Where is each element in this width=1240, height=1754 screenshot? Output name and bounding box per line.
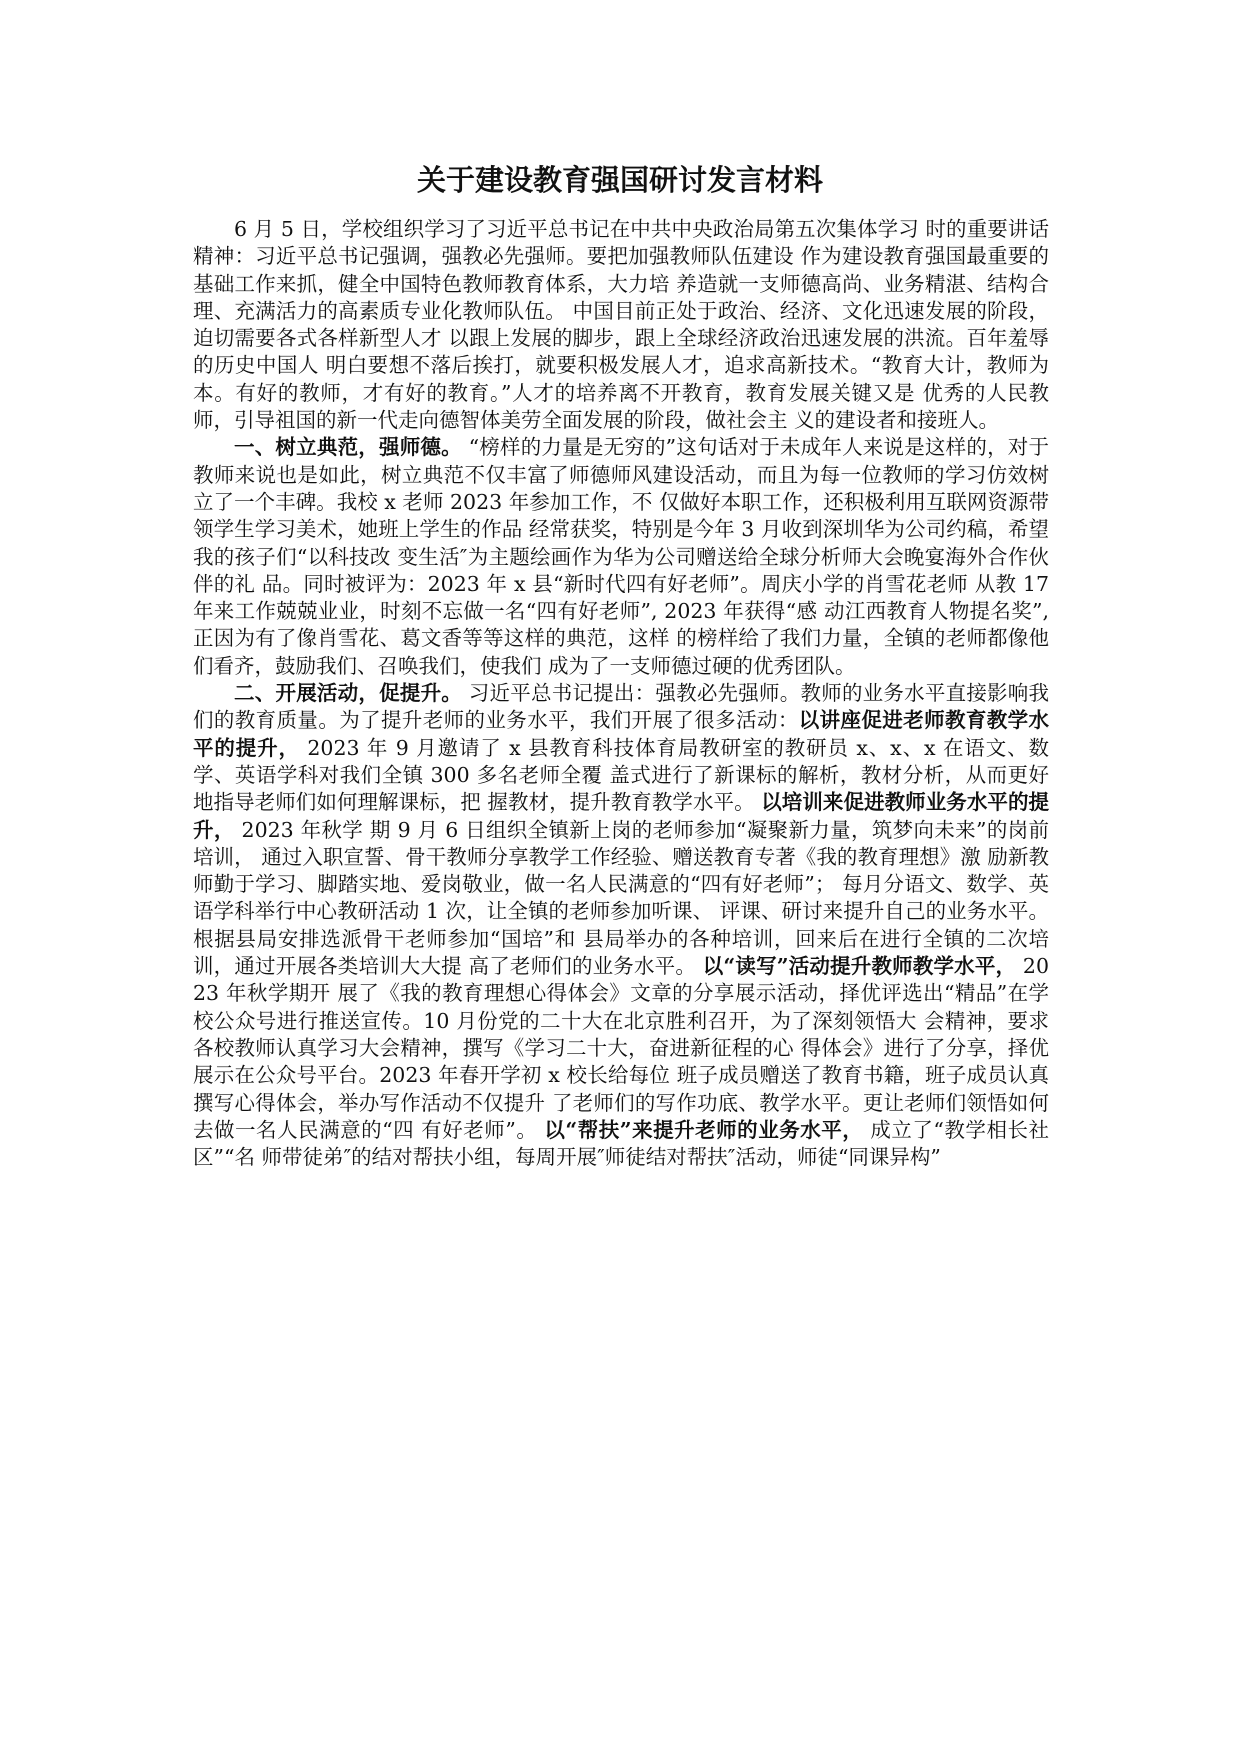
section-2-text-b: 2023 年 9 月邀请了 x 县教育科技体育局教研室的教研员 x、x、x 在语文、数学、英语学科对我们全镇 300 多名老师全覆 盖式进行了新课标的解析，教材分析，从而更好地指导老师们如何理解课标，把 握教材，提升教育教学水平。 xyxy=(193,735,1050,815)
document-body xyxy=(193,216,1049,1171)
section-2-bold-c: 以“读写”活动提升教师教学水平， xyxy=(702,954,1017,979)
intro-paragraph: 6 月 5 日，学校组织学习了习近平总书记在中共中央政治局第五次集体学习 时的重要讲话精神：习近平总书记强调，强教必先强师。要把加强教师队伍建设 作为建设教育强国最重要的基础工作来抓，健全中国特色教师教育体系，大力培 养造就一支师德高尚、业务精湛、结构合理、充满活力的高素质专业化教师队伍。 中国目前正处于政治、经济、文化迅速发展的阶段，迫切需要各式各样新型人才 以跟上发展的脚步，跟上全球经济政治迅速发展的洪流。百年羞辱的历史中国人 明白要想不落后挨打，就要积极发展人才，追求高新技术。“教育大计，教师为 本。有好的教师，才有好的教育。”人才的培养离不开教育，教育发展关键又是 优秀的人民教师，引导祖国的新一代走向德智体美劳全面发展的阶段，做社会主 义的建设者和接班人。 xyxy=(193,217,1049,433)
section-2-bold-b: 以培训来促进教师业务水平的提升， xyxy=(193,790,1050,842)
section-2-heading: 二、开展活动，促提升。 xyxy=(234,681,463,706)
section-1-heading: 一、树立典范，强师德。 xyxy=(234,435,462,460)
section-2-text-c: 2023 年秋学 期 9 月 6 日组织全镇新上岗的老师参加“凝聚新力量，筑梦向未来”的岗前培训， 通过入职宣誓、骨干教师分享教学工作经验、赠送教育专著《我的教育理想》激 励新教师勤于学习、脚踏实地、爱岗敬业，做一名人民满意的“四有好老师”； 每月分语文、数学、英语学科举行中心教研活动 1 次，让全镇的老师参加听课、 评课、研讨来提升自己的业务水平。根据县局安排选派骨干老师参加“国培”和 县局举办的各种培训，回来后在进行全镇的二次培训，通过开展各类培训大大提 高了老师们的业务水平。 xyxy=(193,817,1049,979)
section-2-bold-d: 以“帮扶”来提升老师的业务水平， xyxy=(544,1117,864,1142)
section-2-text-d: 2023 年秋学期开 展了《我的教育理想心得体会》文章的分享展示活动，择优评选出“精品”在学 校公众号进行推送宣传。10 月份党的二十大在北京胜利召开，为了深刻领悟大 会精神，要求各校教师认真学习大会精神，撰写《学习二十大，奋进新征程的心 得体会》进行了分享，择优展示在公众号平台。2023 年春开学初 x 校长给每位 班子成员赠送了教育书籍，班子成员认真撰写心得体会，举办写作活动不仅提升 了老师们的写作功底、教学水平。更让老师们领悟如何去做一名人民满意的“四 有好老师”。 xyxy=(193,954,1050,1142)
document-title: 关于建设教育强国研讨发言材料 xyxy=(416,163,823,197)
section-2-text-a: 习近平总书记提出：强教必先强师。教师的业务水平直接影响我们的教育质量。为了提升老师的业务水平，我们开展了很多活动： xyxy=(193,681,1050,733)
section-1-paragraph xyxy=(193,434,1049,680)
section-2-paragraph xyxy=(193,680,1049,1171)
section-2-text-e: 成立了“教学相长社区”“名 师带徒弟″的结对帮扶小组，每周开展″师徒结对帮扶″活动，师徒“同课异构” xyxy=(193,1117,1049,1170)
section-1-text: “榜样的力量是无穷的”这句话对于未成年人来说是这样的，对于教师来说也是如此，树立典范不仅丰富了师德师风建设活动，而且为每一位教师的学习仿效树立了一个丰碑。我校 x 老师 2023 年参加工作，不 仅做好本职工作，还积极利用互联网资源带领学生学习美术，她班上学生的作品 经常获奖，特别是今年 3 月收到深圳华为公司约稿，希望我的孩子们“以科技改 变生活″为主题绘画作为华为公司赠送给全球分析师大会晚宴海外合作伙伴的礼 品。同时被评为：2023 年 x 县“新时代四有好老师”。周庆小学的肖雪花老师 从教 17 年来工作兢兢业业，时刻不忘做一名“四有好老师”, 2023 年获得“感 动江西教育人物提名奖”, 正因为有了像肖雪花、葛文香等等这样的典范，这样 的榜样给了我们力量，全镇的老师都像他们看齐，鼓励我们、召唤我们，使我们 成为了一支师德过硬的优秀团队。 xyxy=(193,435,1049,678)
section-2-bold-a: 以讲座促进老师教育教学水平的提升， xyxy=(193,708,1050,760)
